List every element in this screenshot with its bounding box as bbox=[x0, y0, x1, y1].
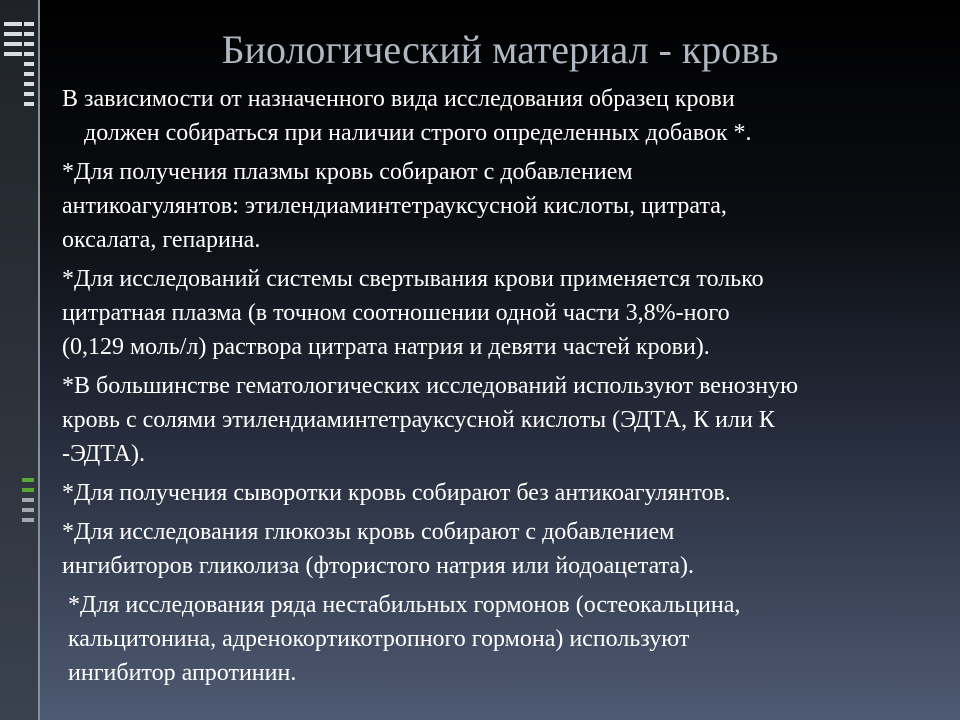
decor-mark bbox=[22, 508, 34, 512]
decor-mark bbox=[24, 72, 34, 76]
decor-mark-green bbox=[22, 488, 34, 492]
text-line: *Для исследований системы свертывания крови применяется только bbox=[62, 266, 764, 292]
text-line: В зависимости от назначенного вида исследования образец крови bbox=[62, 86, 735, 112]
decor-mark bbox=[24, 82, 34, 86]
text-line: кальцитонина, адренокортикотропного гормона) используют bbox=[68, 626, 690, 652]
text-line: должен собираться при наличии строго определенных добавок *. bbox=[84, 120, 752, 146]
text-line: (0,129 моль/л) раствора цитрата натрия и девяти частей крови). bbox=[62, 334, 710, 360]
text-line: *Для исследования глюкозы кровь собирают с добавлением bbox=[62, 519, 675, 545]
slide-title: Биологический материал - кровь bbox=[221, 27, 779, 72]
decor-mark bbox=[24, 102, 34, 106]
text-line: оксалата, гепарина. bbox=[62, 227, 261, 253]
left-decorative-rail bbox=[0, 0, 40, 720]
decor-mark bbox=[24, 92, 34, 96]
text-line: антикоагулянтов: этилендиаминтетрауксусной кислоты, цитрата, bbox=[62, 193, 727, 219]
text-line: *В большинстве гематологических исследований используют венозную bbox=[62, 373, 799, 399]
text-line: *Для исследования ряда нестабильных гормонов (остеокальцина, bbox=[68, 592, 741, 618]
decor-mark-green bbox=[22, 478, 34, 482]
paragraph bbox=[62, 82, 944, 150]
paragraph bbox=[62, 262, 944, 364]
text-line: -ЭДТА). bbox=[62, 441, 145, 467]
decor-mark bbox=[4, 32, 22, 36]
paragraph bbox=[62, 155, 944, 257]
decor-mark bbox=[24, 52, 34, 56]
text-line: ингибиторов гликолиза (фтористого натрия или йодоацетата). bbox=[62, 553, 695, 579]
paragraph bbox=[62, 369, 944, 471]
text-line: кровь с солями этилендиаминтетрауксусной кислоты (ЭДТА, К или К bbox=[62, 407, 775, 433]
paragraph bbox=[62, 476, 944, 510]
decor-mark bbox=[24, 22, 34, 26]
decor-mark bbox=[24, 32, 34, 36]
decor-mark bbox=[4, 42, 22, 46]
decor-mark bbox=[24, 42, 34, 46]
decor-mark bbox=[4, 22, 22, 26]
paragraph bbox=[62, 588, 944, 690]
decor-mark bbox=[24, 62, 34, 66]
decor-mark bbox=[22, 498, 34, 502]
text-line: цитратная плазма (в точном соотношении одной части 3,8%-ного bbox=[62, 300, 730, 326]
slide-body bbox=[62, 82, 944, 695]
rail-divider bbox=[38, 0, 40, 720]
decor-mark bbox=[22, 518, 34, 522]
text-line: ингибитор апротинин. bbox=[68, 660, 297, 686]
decor-mark bbox=[4, 52, 22, 56]
text-line: *Для получения сыворотки кровь собирают без антикоагулянтов. bbox=[62, 480, 731, 506]
paragraph bbox=[62, 515, 944, 583]
text-line: *Для получения плазмы кровь собирают с добавлением bbox=[62, 159, 633, 185]
